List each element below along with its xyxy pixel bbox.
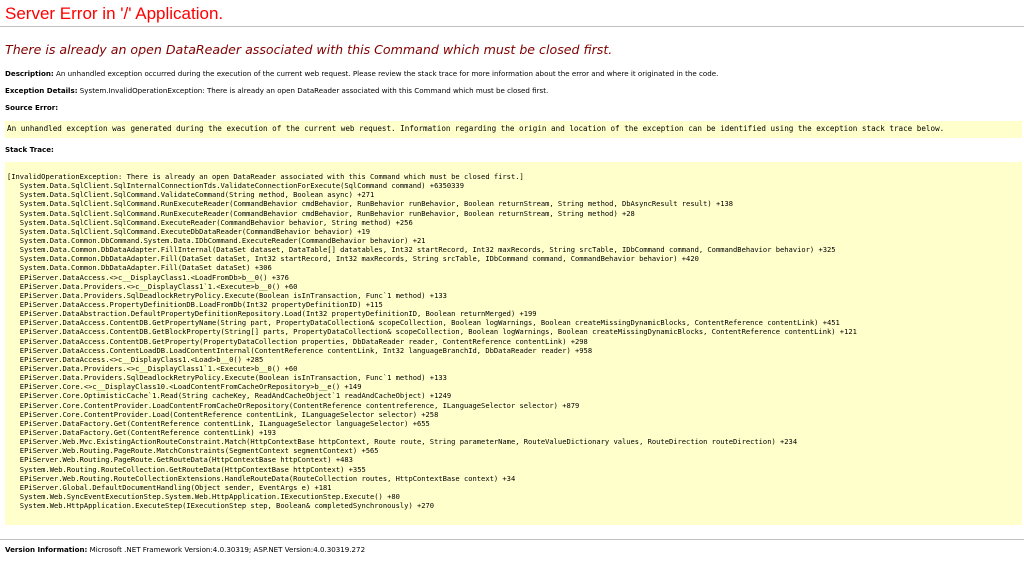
stack-trace-line: EPiServer.DataFactory.Get(ContentReference contentLink) +193 — [7, 427, 277, 437]
stack-trace-line: EPiServer.Data.Providers.<>c__DisplayClass1`1.<Execute>b__0() +60 — [7, 281, 298, 291]
stack-trace-line: EPiServer.Core.ContentProvider.LoadContentFromCacheOrRepository(ContentReference contentreference, ILanguageSelector selector) +879 — [7, 400, 580, 410]
exception-details-text: System.InvalidOperationException: There is already an open DataReader associated with this Command which must be closed first. — [79, 86, 549, 95]
stack-trace-line: System.Data.SqlClient.SqlInternalConnectionTds.ValidateConnectionForExecute(SqlCommand command) +6350339 — [7, 181, 464, 191]
stack-trace-line: EPiServer.Core.ContentProvider.Load(ContentReference contentLink, ILanguageSelector selector) +258 — [7, 409, 439, 419]
stack-trace-line: System.Web.SyncEventExecutionStep.System.Web.HttpApplication.IExecutionStep.Execute() +80 — [7, 491, 400, 501]
stack-trace-line: EPiServer.DataAccess.ContentDB.GetProperty(PropertyDataCollection properties, DbDataReader reader, ContentReference contentLink) +298 — [7, 336, 588, 346]
stack-trace-line: System.Data.Common.DbDataAdapter.Fill(DataSet dataSet, Int32 startRecord, Int32 maxRecords, String srcTable, IDbCommand command, CommandBehavior behavior) +420 — [7, 254, 699, 264]
exception-details-label: Exception Details: — [5, 86, 78, 95]
stack-trace-line: EPiServer.Web.Routing.PageRoute.MatchConstraints(SegmentContext segmentContext) +565 — [7, 446, 379, 456]
stack-trace-line: EPiServer.DataAccess.ContentDB.GetPropertyName(String part, PropertyDataCollection& scopeCollection, Boolean logWarnings, Boolean createMissingDynamicBlocks, ContentReference contentLink) +451 — [7, 318, 840, 328]
stack-trace-line: EPiServer.Web.Routing.RouteCollectionExtensions.HandleRouteData(RouteCollection routes, HttpContextBase context) +34 — [7, 473, 516, 483]
source-error-heading — [5, 103, 58, 113]
description-row — [5, 69, 718, 79]
error-message: There is already an open DataReader associated with this Command which must be closed first. — [5, 42, 613, 57]
stack-trace-line: EPiServer.DataAccess.ContentDB.GetBlockProperty(String[] parts, PropertyDataCollection& scopeCollection, Boolean logWarnings, Boolean createMissingDynamicBlocks, ContentReference contentLink) +121 — [7, 327, 857, 337]
stack-trace-line: System.Web.Routing.RouteCollection.GetRouteData(HttpContextBase httpContext) +355 — [7, 464, 366, 474]
version-info-label: Version Information: — [5, 545, 88, 554]
source-error-text: An unhandled exception was generated during the execution of the current web request. Information regarding the origin and location of the exception can be identified using the exception stack trace below. — [7, 124, 945, 133]
stack-trace-line: EPiServer.Data.Providers.SqlDeadlockRetryPolicy.Execute(Boolean isInTransaction, Func`1 method) +133 — [7, 290, 447, 300]
description-text: An unhandled exception occurred during the execution of the current web request. Please review the stack trace for more information about the error and where it originated in the code. — [55, 69, 719, 78]
stack-trace-line: System.Data.SqlClient.SqlCommand.RunExecuteReader(CommandBehavior cmdBehavior, RunBehavior runBehavior, Boolean returnStream, String method, DbAsyncResult result) +138 — [7, 199, 734, 209]
stack-trace-line: EPiServer.Web.Routing.PageRoute.GetRouteData(HttpContextBase httpContext) +483 — [7, 455, 353, 465]
stack-trace-lines — [7, 172, 857, 510]
stack-trace-line: [InvalidOperationException: There is already an open DataReader associated with this Command which must be closed first.] — [7, 172, 524, 181]
stack-trace-line: EPiServer.DataAccess.ContentLoadDB.LoadContentInternal(ContentReference contentLink, Int32 languageBranchId, DbDataReader reader) +958 — [7, 345, 593, 355]
stack-trace-line: EPiServer.DataAccess.<>c__DisplayClass1.<LoadFromDb>b__0() +376 — [7, 272, 289, 282]
stack-trace-line: System.Web.HttpApplication.ExecuteStep(IExecutionStep step, Boolean& completedSynchronously) +270 — [7, 501, 435, 511]
stack-trace-line: EPiServer.DataFactory.Get(ContentReference contentLink, ILanguageSelector languageSelector) +655 — [7, 418, 430, 428]
stack-trace-line: EPiServer.DataAbstraction.DefaultPropertyDefinitionRepository.Load(Int32 propertyDefinitionID, Boolean returnMerged) +199 — [7, 309, 537, 319]
stack-trace-line: System.Data.SqlClient.SqlCommand.ExecuteDbDataReader(CommandBehavior behavior) +19 — [7, 226, 371, 236]
source-error-label: Source Error: — [5, 103, 59, 112]
stack-trace-line: EPiServer.Global.DefaultDocumentHandling(Object sender, EventArgs e) +181 — [7, 482, 332, 492]
title-divider — [0, 26, 1024, 27]
stack-trace-line: EPiServer.Core.<>c__DisplayClass10.<LoadContentFromCacheOrRepository>b__e() +149 — [7, 382, 362, 392]
stack-trace-line: EPiServer.Data.Providers.<>c__DisplayClass1`1.<Execute>b__0() +60 — [7, 363, 298, 373]
description-label: Description: — [5, 69, 54, 78]
version-info-row — [5, 545, 365, 555]
stack-trace-heading — [5, 145, 54, 155]
stack-trace-line: EPiServer.DataAccess.PropertyDefinitionDB.LoadFromDb(Int32 propertyDefinitionID) +115 — [7, 299, 383, 309]
exception-details-row — [5, 86, 548, 96]
stack-trace-line: EPiServer.Core.OptimisticCache`1.Read(String cacheKey, ReadAndCacheObject`1 readAndCacheObject) +1249 — [7, 391, 452, 401]
page-title: Server Error in '/' Application. — [5, 4, 224, 23]
stack-trace-line: EPiServer.DataAccess.<>c__DisplayClass1.<Load>b__0() +285 — [7, 354, 264, 364]
source-error-box — [5, 121, 1022, 138]
stack-trace-box — [5, 162, 1022, 525]
bottom-divider — [0, 539, 1024, 540]
stack-trace-line: EPiServer.Web.Mvc.ExistingActionRouteConstraint.Match(HttpContextBase httpContext, Route route, String parameterName, RouteValueDictionary values, RouteDirection routeDirection) +234 — [7, 437, 798, 447]
stack-trace-line: System.Data.Common.DbDataAdapter.Fill(DataSet dataSet) +306 — [7, 263, 272, 273]
stack-trace-line: System.Data.Common.DbCommand.System.Data.IDbCommand.ExecuteReader(CommandBehavior behavior) +21 — [7, 235, 426, 245]
stack-trace-line: System.Data.SqlClient.SqlCommand.ExecuteReader(CommandBehavior behavior, String method) +256 — [7, 217, 413, 227]
stack-trace-label: Stack Trace: — [5, 145, 54, 154]
stack-trace-line: System.Data.SqlClient.SqlCommand.RunExecuteReader(CommandBehavior cmdBehavior, RunBehavior runBehavior, Boolean returnStream, String method) +28 — [7, 208, 635, 218]
stack-trace-line: EPiServer.Data.Providers.SqlDeadlockRetryPolicy.Execute(Boolean isInTransaction, Func`1 method) +133 — [7, 373, 447, 383]
version-info-text: Microsoft .NET Framework Version:4.0.30319; ASP.NET Version:4.0.30319.272 — [89, 545, 366, 554]
stack-trace-line: System.Data.SqlClient.SqlCommand.ValidateCommand(String method, Boolean async) +271 — [7, 190, 375, 200]
stack-trace-line: System.Data.Common.DbDataAdapter.FillInternal(DataSet dataset, DataTable[] datatables, Int32 startRecord, Int32 maxRecords, String srcTable, IDbCommand command, CommandBehavior behavior) +325 — [7, 245, 836, 255]
